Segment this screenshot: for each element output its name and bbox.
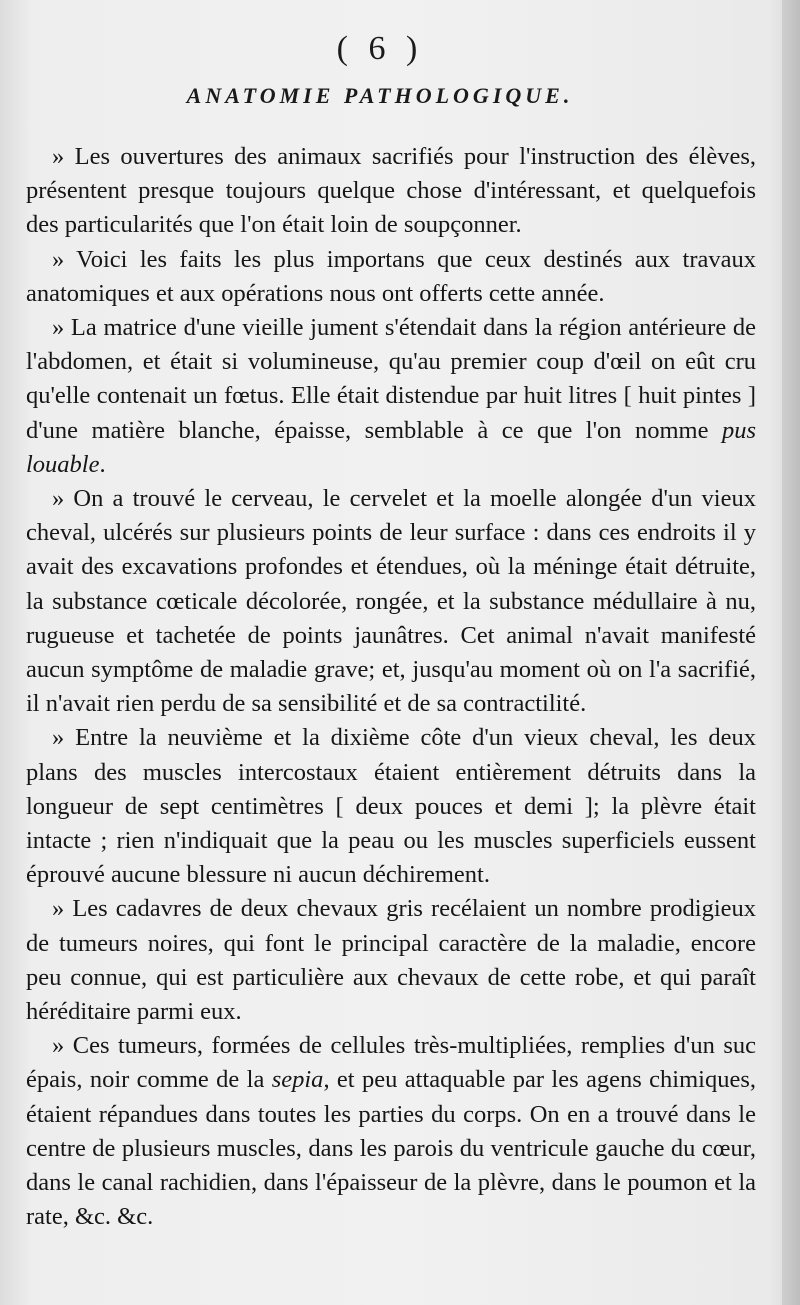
paragraph-2 [26, 243, 756, 311]
paragraph-5 [26, 721, 756, 892]
paragraph-4-text: » On a trouvé le cerveau, le cervelet et la moelle alongée d'un vieux cheval, ulcérés sur plusieurs points de leur surface : dans ces endroits il y avait des excavations profondes et étendues, où la méninge était détruite, la substance cœticale décolorée, rongée, et la substance médullaire à nu, rugueuse et tachetée de points jaunâtres. Cet animal n'avait manifesté aucun symptôme de maladie grave; et, jusqu'au moment où on l'a sacrifié, il n'avait rien perdu de sa sensibilité et de sa contractilité. [26, 485, 756, 718]
paragraph-5-text: » Entre la neuvième et la dixième côte d'un vieux cheval, les deux plans des muscles intercostaux étaient entièrement détruits dans la longueur de sept centimètres [ deux pouces et demi ]; la plèvre était intacte ; rien n'indiquait que la peau ou les muscles superficiels eussent éprouvé aucune blessure ni aucun déchirement. [26, 724, 756, 889]
paragraph-1-text: » Les ouvertures des animaux sacrifiés pour l'instruction des élèves, présentent presque toujours quelque chose d'intéressant, et quelquefois des particularités que l'on était loin de soupçonner. [26, 143, 756, 239]
paragraph-7 [26, 1029, 756, 1234]
paragraph-4 [26, 482, 756, 721]
paragraph-7-tail: , et peu attaquable par les agens chimiques, étaient répandues dans toutes les parties du corps. On en a trouvé dans le centre de plusieurs muscles, dans les parois du ventricule gauche du cœur, dans le canal rachidien, dans l'épaisseur de la plèvre, dans le poumon et la rate, &c. &c. [26, 1066, 756, 1231]
italic-term-pus-louable: pus louable [26, 416, 756, 478]
paragraph-6 [26, 892, 756, 1029]
italic-term-sepia: sepia [271, 1066, 324, 1094]
paragraph-3-tail: . [99, 450, 106, 478]
running-head: ANATOMIE PATHOLOGIQUE. [186, 83, 574, 108]
paragraph-3-text: » La matrice d'une vieille jument s'étendait dans la région antérieure de l'abdomen, et était si volumineuse, qu'au premier coup d'œil on eût cru qu'elle contenait un fœtus. Elle était distendue par huit litres [ huit pintes ] d'une matière blanche, épaisse, semblable à ce que l'on nomme [26, 314, 756, 444]
page-edge-shadow [782, 0, 800, 1305]
page-number: ( 6 ) [336, 30, 424, 67]
paragraph-7-text: » Ces tumeurs, formées de cellules très-multipliées, remplies d'un suc épais, noir comme de la [26, 1032, 756, 1094]
body-text [26, 140, 756, 1235]
paragraph-6-text: » Les cadavres de deux chevaux gris recélaient un nombre prodigieux de tumeurs noires, qui font le principal caractère de la maladie, encore peu connue, qui est particulière aux chevaux de cette robe, et qui paraît héréditaire parmi eux. [26, 895, 756, 1026]
paragraph-1 [26, 140, 756, 243]
paragraph-2-text: » Voici les faits les plus importans que ceux destinés aux travaux anatomiques et aux opérations nous ont offerts cette année. [26, 245, 756, 307]
paragraph-3 [26, 311, 756, 482]
